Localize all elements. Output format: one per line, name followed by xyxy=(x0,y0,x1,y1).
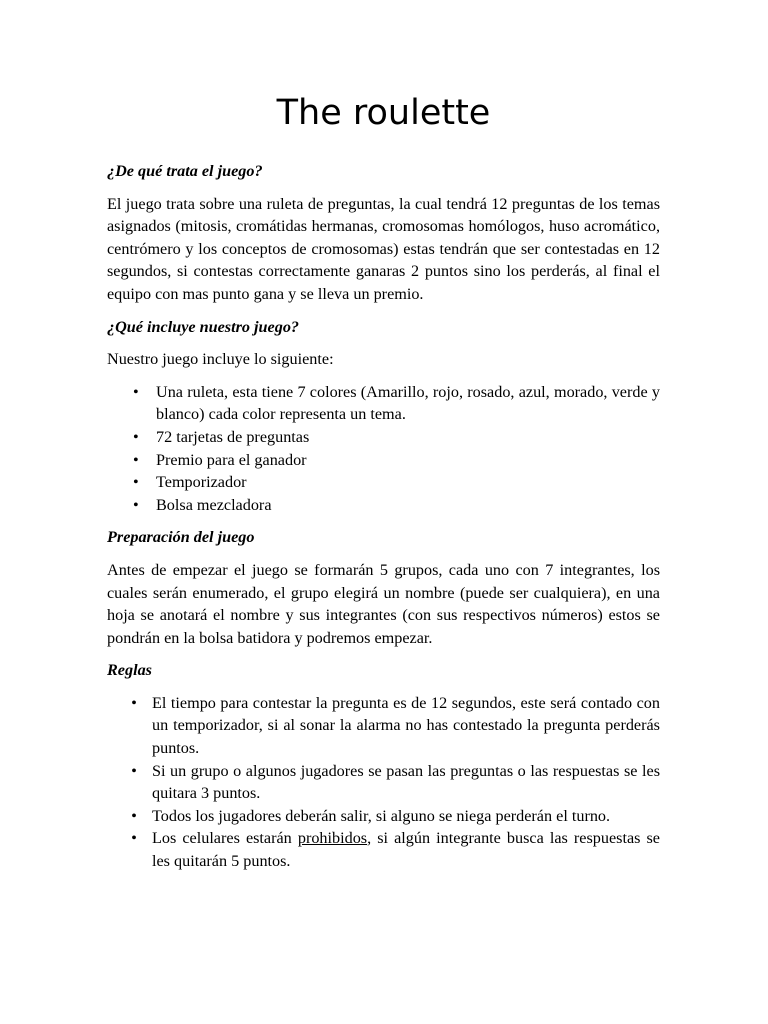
list-item xyxy=(107,805,660,828)
paragraph-includes-intro: Nuestro juego incluye lo siguiente: xyxy=(107,350,334,369)
rules-list xyxy=(107,692,660,873)
bullet-icon: • xyxy=(131,761,137,780)
bullet-icon: • xyxy=(133,473,139,492)
bullet-icon: • xyxy=(131,693,137,712)
list-item xyxy=(107,426,660,449)
section-heading-preparation: Preparación del juego xyxy=(107,528,255,547)
document-page xyxy=(107,88,660,883)
paragraph-about: El juego trata sobre una ruleta de preguntas, la cual tendrá 12 preguntas de los temas asignados (mitosis, cromátidas hermanas, cromosomas homólogos, huso acromático, centrómero y los conceptos de cromosomas) estas tendrán que ser contestadas en 12 segundos, si contestas correctamente ganaras 2 puntos sino los perderás, al final el equipo con mas punto gana y se lleva un premio. xyxy=(107,194,660,303)
list-item-text: Una ruleta, esta tiene 7 colores (Amarillo, rojo, rosado, azul, morado, verde y blanco) cada color representa un tema. xyxy=(156,382,660,424)
bullet-icon: • xyxy=(133,495,139,514)
list-item-text: Premio para el ganador xyxy=(156,450,307,469)
section-heading-about: ¿De qué trata el juego? xyxy=(107,162,263,180)
bullet-icon: • xyxy=(131,806,137,825)
list-item xyxy=(107,381,660,426)
underlined-word: prohibidos xyxy=(297,829,368,848)
list-item xyxy=(107,449,660,472)
list-item-text: El tiempo para contestar la pregunta es de 12 segundos, este será contado con un temporizador, si al sonar la alarma no has contestado la pregunta perderás puntos. xyxy=(152,693,660,758)
bullet-icon: • xyxy=(133,450,139,469)
list-item xyxy=(107,494,660,517)
list-item xyxy=(107,471,660,494)
bullet-icon: • xyxy=(131,829,137,848)
bullet-icon: • xyxy=(133,382,139,401)
page-title: The roulette xyxy=(276,93,491,133)
list-item xyxy=(107,827,660,872)
section-heading-rules: Reglas xyxy=(107,661,152,680)
paragraph-preparation: Antes de empezar el juego se formarán 5 grupos, cada uno con 7 integrantes, los cuales serán enumerado, el grupo elegirá un nombre (puede ser cualquiera), en una hoja se anotará el nombre y sus integrantes (con sus respectivos números) estos se pondrán en la bolsa batidora y podremos empezar. xyxy=(107,560,660,647)
list-item xyxy=(107,760,660,805)
bullet-icon: • xyxy=(133,427,139,446)
list-item-text: Todos los jugadores deberán salir, si alguno se niega perderán el turno. xyxy=(152,806,611,825)
list-item-text-after: , si algún integrante busca las respuestas se les quitarán 5 puntos. xyxy=(152,829,660,871)
list-item-text: 72 tarjetas de preguntas xyxy=(156,427,310,446)
list-item xyxy=(107,692,660,760)
section-heading-includes: ¿Qué incluye nuestro juego? xyxy=(107,317,300,336)
list-item-text: Bolsa mezcladora xyxy=(156,495,272,514)
includes-list xyxy=(107,381,660,517)
list-item-text-before: Los celulares estarán xyxy=(152,829,298,848)
list-item-text: Si un grupo o algunos jugadores se pasan las preguntas o las respuestas se les quitara 3 puntos. xyxy=(152,761,660,803)
list-item-text: Temporizador xyxy=(156,473,247,492)
